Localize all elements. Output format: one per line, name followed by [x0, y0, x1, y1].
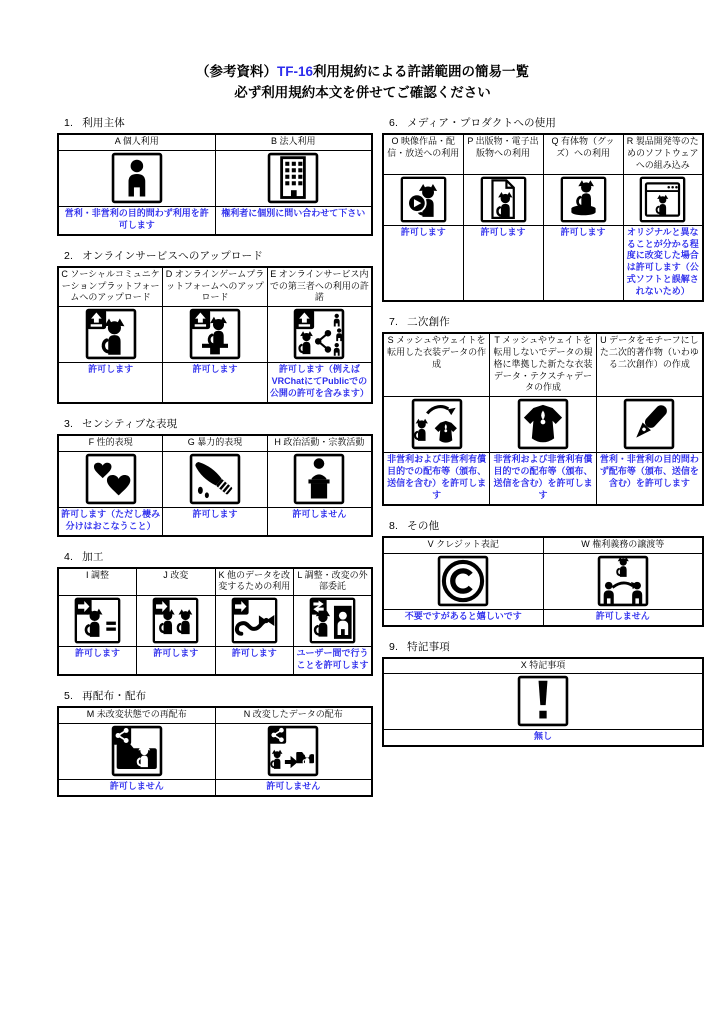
- section-number: 5.: [64, 690, 74, 702]
- section-table: [57, 567, 373, 677]
- cell-icon: [463, 174, 543, 225]
- section-heading: [64, 115, 373, 130]
- cell-header: H 政治活動・宗教活動: [267, 435, 372, 451]
- document-cat-icon: [480, 176, 527, 223]
- cell-permission: 許可します: [163, 507, 268, 535]
- section-number: 9.: [389, 640, 399, 653]
- section-table: [57, 706, 373, 797]
- cell-icon: [383, 174, 463, 225]
- cell-icon: [58, 150, 215, 206]
- cell-icon: [383, 397, 490, 453]
- building-icon: [267, 152, 319, 204]
- cell-header: D オンラインゲームプラットフォームへのアップロード: [163, 267, 268, 307]
- section-title: メディア・プロダクトへの使用: [407, 117, 557, 129]
- section-number: 4.: [64, 550, 74, 563]
- section-table: [382, 133, 704, 302]
- cell-permission: 許可します（ただし棲み分けはおこなうこと）: [58, 507, 163, 535]
- section-usage-subject: [57, 115, 373, 236]
- section-number: 2.: [64, 249, 74, 262]
- cell-header: B 法人利用: [215, 134, 372, 150]
- cell-permission: オリジナルと異なることが分かる程度に改変した場合は許可します（公式ソフトと誤解されないため）: [623, 225, 703, 301]
- share-users-icon: [293, 308, 345, 360]
- cell-icon: [543, 553, 703, 609]
- cell-permission: 許可します: [215, 647, 294, 675]
- cell-permission: 許可します: [58, 647, 137, 675]
- cat-adjust-icon: [74, 597, 121, 644]
- section-title: 二次創作: [407, 315, 450, 328]
- section-table: [382, 536, 704, 627]
- cell-header: M 未改変状態での再配布: [58, 707, 215, 723]
- section-online-upload: [57, 248, 373, 404]
- content-columns: [57, 115, 704, 797]
- title-rest: 利用規約による許諾範囲の簡易一覧: [313, 64, 529, 79]
- cell-permission: ユーザー間で行うことを許可します: [294, 647, 373, 675]
- cat-upload-icon: [85, 308, 137, 360]
- title-prefix: （参考資料）: [195, 64, 277, 79]
- section-title: 特記事項: [407, 640, 450, 653]
- cell-permission: 許可しません: [267, 507, 372, 535]
- section-heading: [389, 639, 704, 654]
- cell-icon: [623, 174, 703, 225]
- cell-permission: 営利・非営利の目的問わず配布等（頒布、送信を含む）を許可します: [596, 453, 703, 505]
- cell-permission: 許可します: [58, 363, 163, 403]
- tail-bow-icon: [231, 597, 278, 644]
- cell-header: E オンラインサービス内での第三者への利用の許諾: [267, 267, 372, 307]
- cell-icon: [543, 174, 623, 225]
- cell-icon: [383, 553, 543, 609]
- cell-header: W 権利義務の譲渡等: [543, 537, 703, 553]
- pen-icon: [623, 398, 675, 450]
- two-cats-icon: [152, 597, 199, 644]
- cell-icon: [383, 674, 703, 730]
- cell-header: O 映像作品・配信・放送への利用: [383, 134, 463, 174]
- cell-permission: 許可しません: [58, 779, 215, 795]
- cell-icon: [215, 723, 372, 779]
- section-heading: [64, 248, 373, 263]
- cell-icon: [267, 451, 372, 507]
- section-table: [382, 332, 704, 506]
- title-highlight: TF-16: [276, 64, 313, 79]
- section-table: [57, 434, 373, 537]
- section-redistribution: [57, 688, 373, 797]
- cell-permission: 許可します: [463, 225, 543, 301]
- section-title: その他: [407, 519, 440, 532]
- knife-icon: [189, 453, 241, 505]
- cell-permission: 許可しません: [215, 779, 372, 795]
- figurine-icon: [560, 176, 607, 223]
- copyright-icon: [437, 555, 489, 607]
- section-processing: [57, 549, 373, 677]
- cell-header: S メッシュやウェイトを転用した衣装データの作成: [383, 333, 490, 397]
- cat-desk-upload-icon: [189, 308, 241, 360]
- section-media-products: [382, 115, 704, 302]
- cell-permission: 許可します（例えばVRChatにてPublicでの公開の許可を含みます）: [267, 363, 372, 403]
- cell-icon: [58, 723, 215, 779]
- cell-permission: 非営利および非営利有償目的での配布等（頒布、送信を含む）を許可します: [490, 453, 597, 505]
- section-heading: [389, 115, 704, 130]
- cloth-icon: [517, 398, 569, 450]
- cell-header: J 改変: [137, 568, 216, 596]
- section-heading: [64, 688, 373, 703]
- section-special-notes: [382, 639, 704, 748]
- cloth-reuse-icon: [411, 398, 463, 450]
- cell-permission: 許可しません: [543, 609, 703, 625]
- cell-permission: 許可します: [543, 225, 623, 301]
- cell-icon: [267, 307, 372, 363]
- cell-header: P 出版物・電子出版物への利用: [463, 134, 543, 174]
- cell-header: U データをモチーフにした二次的著作物（いわゆる二次創作）の作成: [596, 333, 703, 397]
- cell-header: V クレジット表記: [383, 537, 543, 553]
- outsource-icon: [309, 597, 356, 644]
- cell-icon: [137, 596, 216, 647]
- cell-icon: [215, 596, 294, 647]
- title-line-2: 必ず利用規約本文を併せてご確認ください: [234, 84, 491, 100]
- cell-icon: [163, 451, 268, 507]
- cell-icon: [58, 451, 163, 507]
- section-derivative-works: [382, 314, 704, 506]
- person-icon: [111, 152, 163, 204]
- title-line-1: [0, 62, 725, 83]
- section-number: 3.: [64, 417, 74, 430]
- cell-permission: 許可します: [383, 225, 463, 301]
- cell-header: K 他のデータを改変するための利用: [215, 568, 294, 596]
- section-title: センシティブな表現: [82, 417, 178, 430]
- cell-header: R 製品開発等のためのソフトウェアへの組み込み: [623, 134, 703, 174]
- cell-icon: [58, 307, 163, 363]
- cell-header: N 改変したデータの配布: [215, 707, 372, 723]
- cell-icon: [596, 397, 703, 453]
- page-title: [0, 62, 725, 104]
- cell-header: F 性的表現: [58, 435, 163, 451]
- cell-header: I 調整: [58, 568, 137, 596]
- cell-header: T メッシュやウェイトを転用しないでデータの規格に準拠した新たな衣装データ・テクスチャデータの作成: [490, 333, 597, 397]
- modified-share-icon: [267, 725, 319, 777]
- cell-permission: 非営利および非営利有償目的での配布等（頒布、送信を含む）を許可します: [383, 453, 490, 505]
- cell-icon: [163, 307, 268, 363]
- section-title: 再配布・配布: [82, 690, 147, 702]
- cell-icon: [58, 596, 137, 647]
- section-number: 6.: [389, 117, 399, 129]
- cell-permission: 権利者に個別に問い合わせて下さい: [215, 206, 372, 234]
- cell-permission: 許可します: [163, 363, 268, 403]
- section-number: 7.: [389, 315, 399, 328]
- rights-transfer-icon: [597, 555, 649, 607]
- left-column: [57, 115, 373, 797]
- cell-permission: 不要ですがあると嬉しいです: [383, 609, 543, 625]
- section-title: オンラインサービスへのアップロード: [82, 249, 264, 262]
- section-number: 1.: [64, 117, 74, 129]
- section-table: [57, 266, 373, 404]
- cell-permission: 無し: [383, 730, 703, 746]
- section-heading: [64, 549, 373, 564]
- section-title: 利用主体: [82, 117, 125, 129]
- section-sensitive-expression: [57, 416, 373, 537]
- right-column: [382, 115, 704, 747]
- cell-permission: 許可します: [137, 647, 216, 675]
- section-heading: [64, 416, 373, 431]
- cell-header: L 調整・改変の外部委託: [294, 568, 373, 596]
- cell-icon: [215, 150, 372, 206]
- software-window-icon: [639, 176, 686, 223]
- section-table: [57, 133, 373, 236]
- section-title: 加工: [82, 550, 104, 563]
- section-heading: [389, 314, 704, 329]
- section-others: [382, 518, 704, 627]
- cell-header: G 暴力的表現: [163, 435, 268, 451]
- cell-permission: 営利・非営利の目的問わず利用を許可します: [58, 206, 215, 234]
- folder-share-icon: [111, 725, 163, 777]
- cell-icon: [294, 596, 373, 647]
- cell-header: C ソーシャルコミュニケーションプラットフォームへのアップロード: [58, 267, 163, 307]
- cell-icon: [490, 397, 597, 453]
- cell-header: X 特記事項: [383, 658, 703, 674]
- cat-play-icon: [400, 176, 447, 223]
- cell-header: Q 有体物（グッズ）への利用: [543, 134, 623, 174]
- section-heading: [389, 518, 704, 533]
- section-table: [382, 657, 704, 748]
- exclamation-icon: [517, 675, 569, 727]
- cell-header: A 個人利用: [58, 134, 215, 150]
- hearts-icon: [85, 453, 137, 505]
- podium-icon: [293, 453, 345, 505]
- section-number: 8.: [389, 519, 399, 532]
